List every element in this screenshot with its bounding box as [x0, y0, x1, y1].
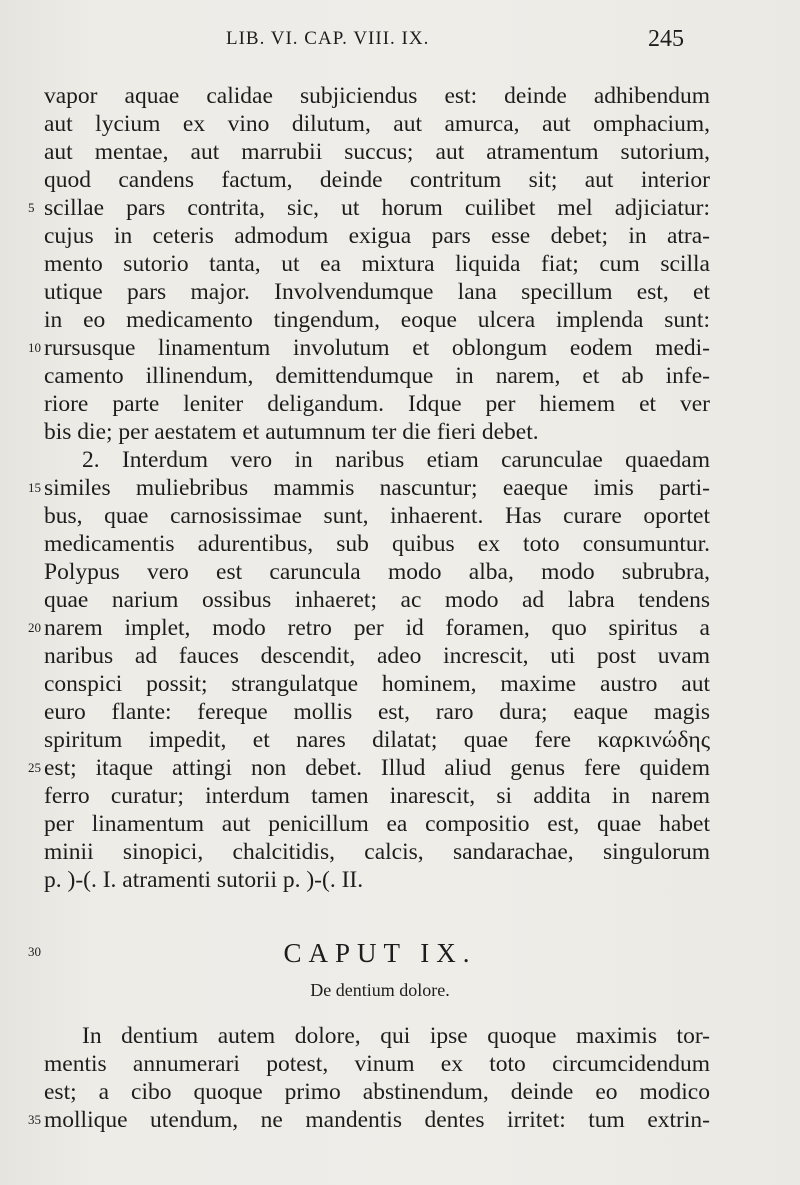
text-line: minii sinopici, chalcitidis, calcis, sandarachae, singulorum	[44, 839, 710, 865]
margin-line-number: 5	[28, 200, 35, 215]
text-line: naribus ad fauces descendit, adeo increscit, uti post uvam	[44, 643, 710, 669]
text-line: similes muliebribus mammis nascuntur; eaeque imis parti-	[44, 475, 710, 501]
text-line: mento sutorio tanta, ut ea mixtura liquida fiat; cum scilla	[44, 251, 710, 277]
page-number: 245	[648, 26, 684, 52]
text-line: medicamentis adurentibus, sub quibus ex toto consumuntur.	[44, 531, 710, 557]
text-line: narem implet, modo retro per id foramen, quo spiritus a	[44, 615, 710, 641]
text-line: In dentium autem dolore, qui ipse quoque maximis tor-	[82, 1023, 710, 1049]
text-line: mollique utendum, ne mandentis dentes irritet: tum extrin-	[44, 1107, 710, 1133]
text-line: est; itaque attingi non debet. Illud aliud genus fere quidem	[44, 755, 710, 781]
margin-line-number: 10	[28, 340, 41, 355]
text-line: 2. Interdum vero in naribus etiam carunculae quaedam	[82, 447, 710, 473]
running-head	[0, 26, 800, 56]
text-line: ferro curatur; interdum tamen inarescit, si addita in narem	[44, 783, 710, 809]
text-line: Polypus vero est caruncula modo alba, modo subrubra,	[44, 559, 710, 585]
chapter-subtitle: De dentium dolore.	[310, 980, 450, 1000]
text-line: quae narium ossibus inhaeret; ac modo ad labra tendens	[44, 587, 710, 613]
text-line: bus, quae carnosissimae sunt, inhaerent. Has curare oportet	[44, 503, 710, 529]
margin-line-number: 30	[28, 944, 41, 959]
text-line: spiritum impedit, et nares dilatat; quae fere καρκινώδης	[44, 727, 710, 753]
chapter-heading: CAPUT IX.	[283, 938, 477, 968]
text-line: utique pars major. Involvendumque lana specillum est, et	[44, 279, 710, 305]
text-line: p. )-(. I. atramenti sutorii p. )-(. II.	[44, 867, 364, 893]
text-line: cujus in ceteris admodum exigua pars esse debet; in atra-	[44, 223, 710, 249]
text-line: mentis annumerari potest, vinum ex toto circumcidendum	[44, 1051, 710, 1077]
text-line: scillae pars contrita, sic, ut horum cuilibet mel adjiciatur:	[44, 195, 710, 221]
text-line: aut mentae, aut marrubii succus; aut atramentum sutorium,	[44, 139, 710, 165]
margin-line-number: 25	[28, 760, 41, 775]
margin-line-number: 15	[28, 480, 41, 495]
text-line: riore parte leniter deligandum. Idque per hiemem et ver	[44, 391, 710, 417]
margin-line-number: 35	[28, 1112, 41, 1127]
text-line: aut lycium ex vino dilutum, aut amurca, aut omphacium,	[44, 111, 710, 137]
text-line: rursusque linamentum involutum et oblongum eodem medi-	[44, 335, 710, 361]
text-line: camento illinendum, demittendumque in narem, et ab infe-	[44, 363, 710, 389]
text-line: euro flante: fereque mollis est, raro dura; eaque magis	[44, 699, 710, 725]
text-line: conspici possit; strangulatque hominem, maxime austro aut	[44, 671, 710, 697]
text-line: est; a cibo quoque primo abstinendum, deinde eo modico	[44, 1079, 710, 1105]
text-line: quod candens factum, deinde contritum sit; aut interior	[44, 167, 710, 193]
text-line: bis die; per aestatem et autumnum ter die fieri debet.	[44, 419, 539, 445]
text-line: vapor aquae calidae subjiciendus est: deinde adhibendum	[44, 83, 710, 109]
text-line: in eo medicamento tingendum, eoque ulcera implenda sunt:	[44, 307, 710, 333]
margin-line-number: 20	[28, 620, 41, 635]
running-title: LIB. VI. CAP. VIII. IX.	[226, 28, 430, 49]
text-line: per linamentum aut penicillum ea compositio est, quae habet	[44, 811, 710, 837]
